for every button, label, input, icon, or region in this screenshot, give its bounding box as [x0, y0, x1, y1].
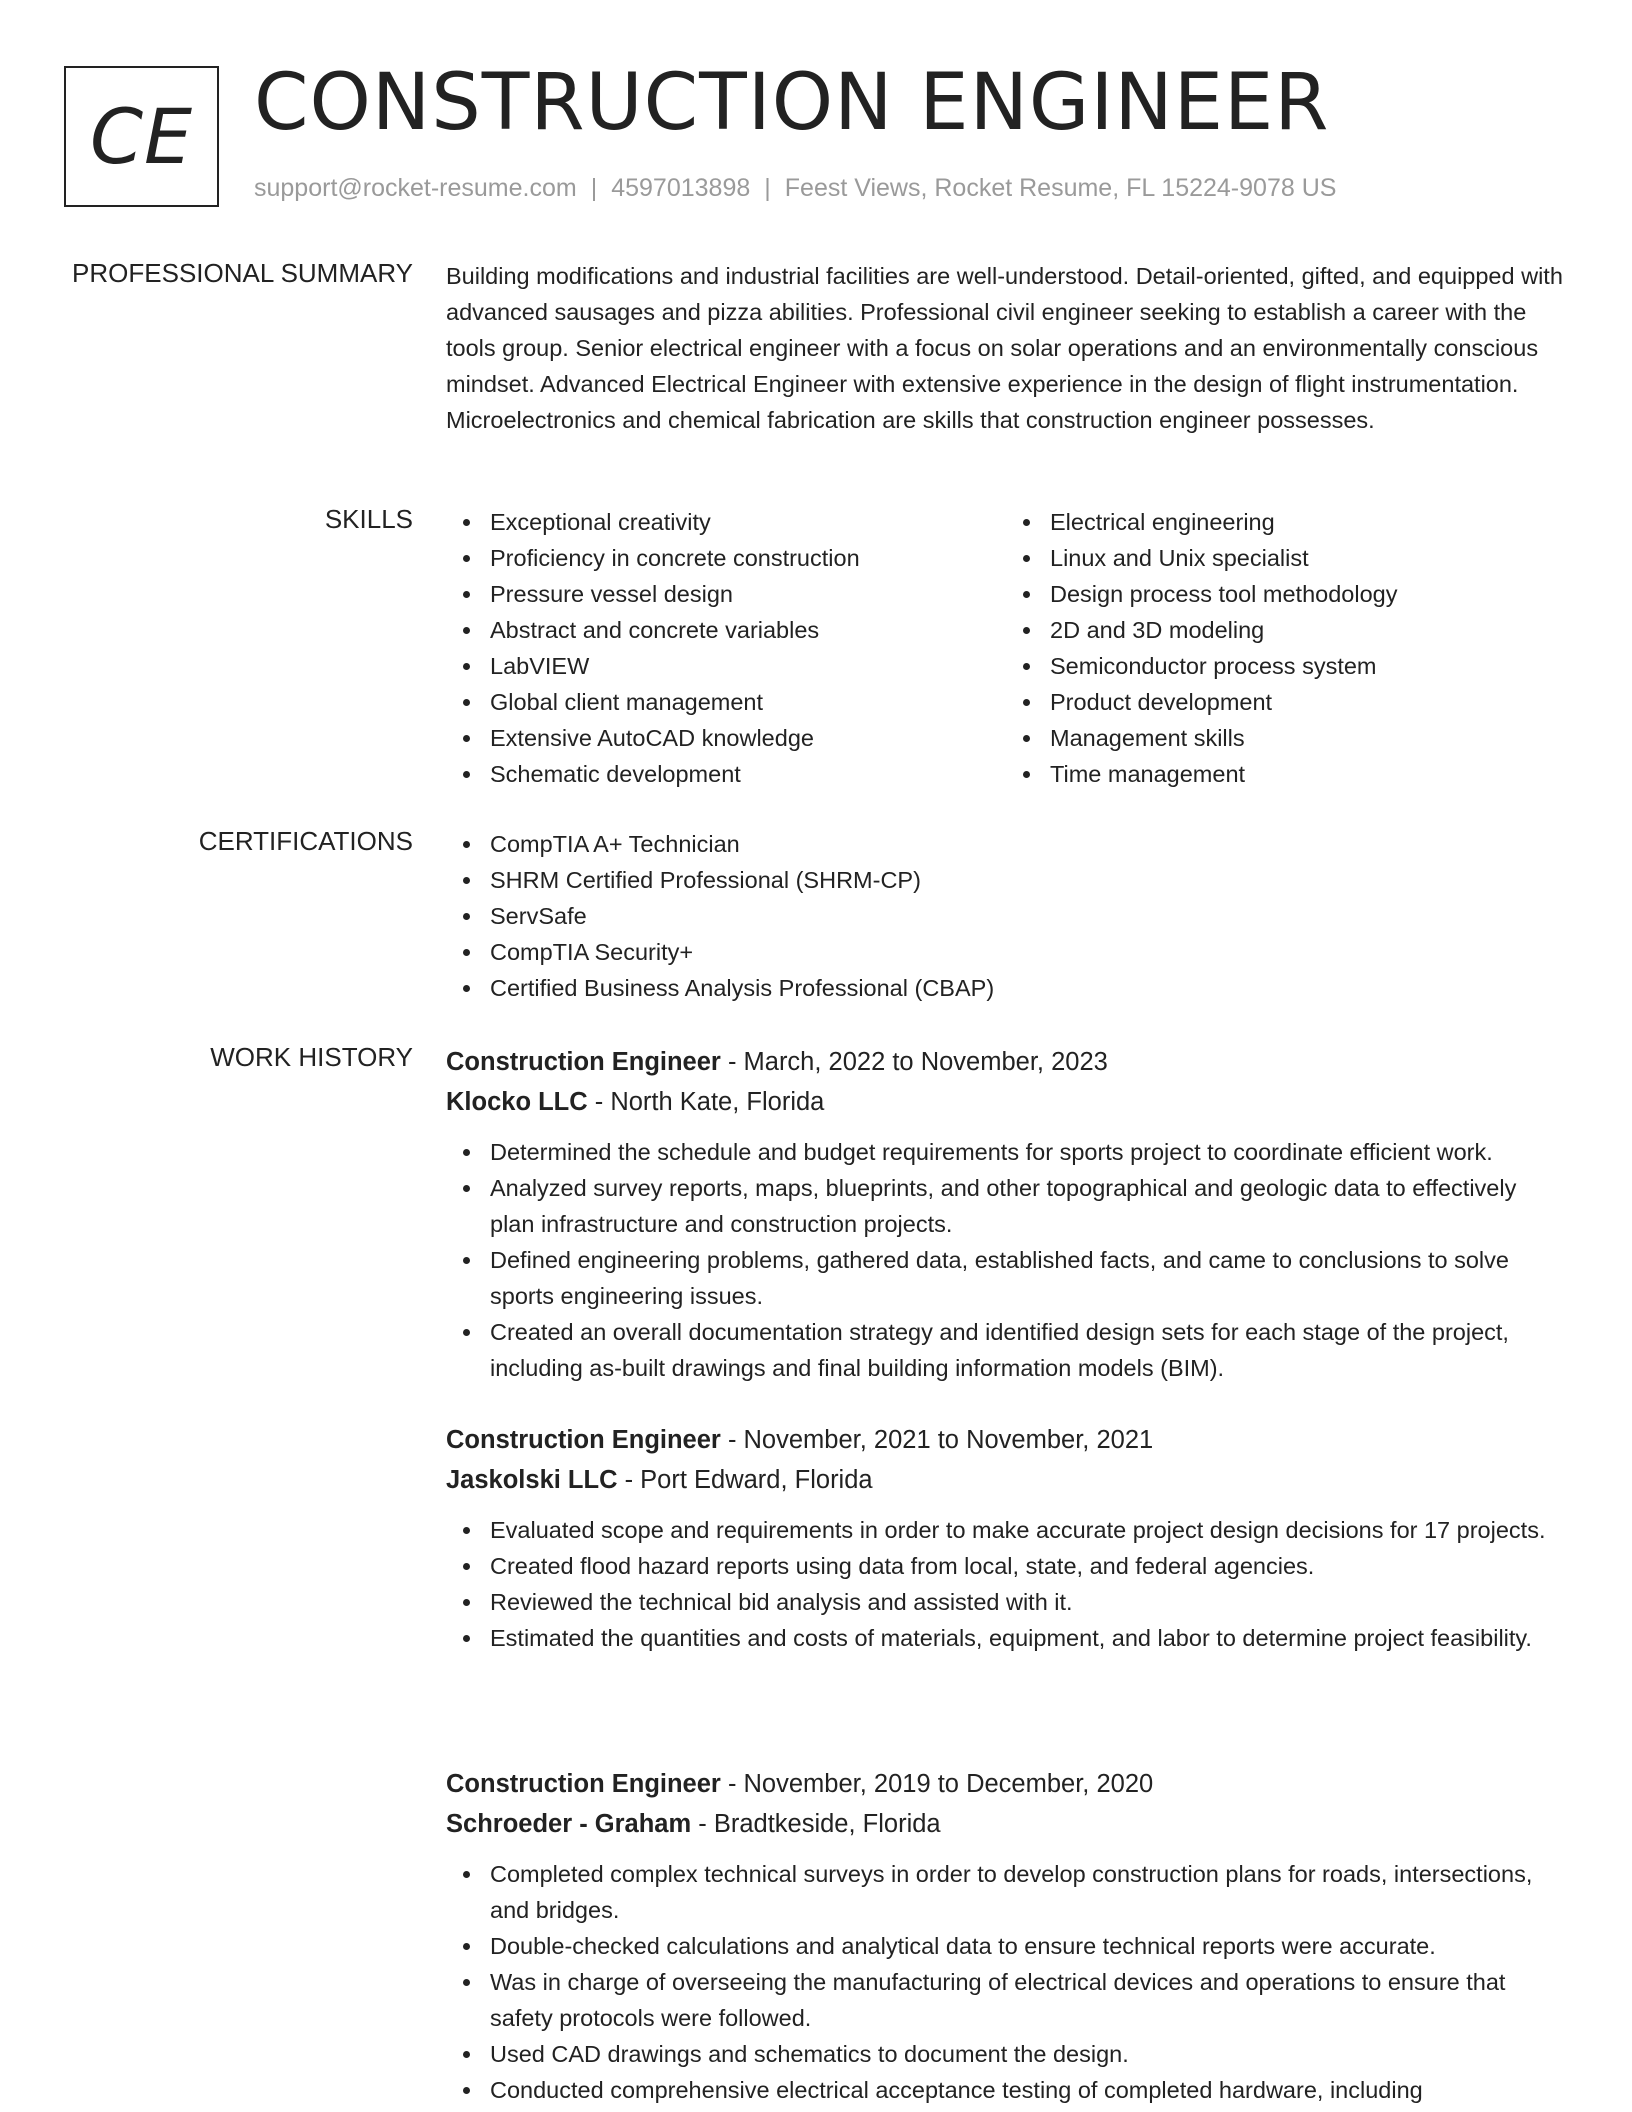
skill-item: Pressure vessel design	[490, 576, 1006, 612]
section-label-skills: SKILLS	[324, 504, 413, 534]
certification-item: SHRM Certified Professional (SHRM-CP)	[490, 862, 1566, 898]
job-title: Construction Engineer	[446, 1426, 721, 1454]
skills-list-right	[1006, 504, 1566, 792]
job-company-line	[446, 1082, 1566, 1122]
job-bullets	[446, 1856, 1566, 2108]
contact-separator: |	[590, 174, 598, 202]
certification-item: ServSafe	[490, 898, 1566, 934]
job-bullet: Conducted comprehensive electrical acceptance testing of completed hardware, including	[490, 2072, 1566, 2108]
resume-name: CONSTRUCTION ENGINEER	[254, 58, 1330, 148]
job-bullet: Completed complex technical surveys in order to develop construction plans for roads, intersections, and bridges.	[490, 1856, 1566, 1928]
section-label-certifications: CERTIFICATIONS	[198, 826, 413, 856]
skill-item: Global client management	[490, 684, 1006, 720]
skill-item: Abstract and concrete variables	[490, 612, 1006, 648]
skill-item: Extensive AutoCAD knowledge	[490, 720, 1006, 756]
job-bullets	[446, 1512, 1566, 1656]
job-title-line	[446, 1420, 1566, 1460]
skill-item: Design process tool methodology	[1050, 576, 1566, 612]
skill-item: Time management	[1050, 756, 1566, 792]
skill-item: Semiconductor process system	[1050, 648, 1566, 684]
certification-item: CompTIA Security+	[490, 934, 1566, 970]
contact-address: Feest Views, Rocket Resume, FL 15224-9078 US	[784, 174, 1337, 202]
contact-email[interactable]: support@rocket-resume.com	[254, 174, 577, 202]
certifications-list	[446, 826, 1566, 1006]
skill-item: LabVIEW	[490, 648, 1006, 684]
skills-columns	[446, 504, 1566, 792]
job-dates: - March, 2022 to November, 2023	[720, 1048, 1108, 1076]
job-entry	[446, 1764, 1566, 2108]
monogram-text: CE	[89, 92, 194, 181]
job-location: - Port Edward, Florida	[617, 1466, 873, 1494]
job-bullet: Double-checked calculations and analytical data to ensure technical reports were accurate.	[490, 1928, 1566, 1964]
job-bullet: Created flood hazard reports using data from local, state, and federal agencies.	[490, 1548, 1566, 1584]
job-company-line	[446, 1460, 1566, 1500]
job-location: - North Kate, Florida	[587, 1088, 825, 1116]
job-dates: - November, 2021 to November, 2021	[720, 1426, 1154, 1454]
job-location: - Bradtkeside, Florida	[691, 1810, 941, 1838]
job-bullet: Analyzed survey reports, maps, blueprints, and other topographical and geologic data to effectively plan infrastructure and construction projects.	[490, 1170, 1566, 1242]
job-title: Construction Engineer	[446, 1048, 721, 1076]
job-title: Construction Engineer	[446, 1770, 721, 1798]
job-title-line	[446, 1042, 1566, 1082]
job-title-line	[446, 1764, 1566, 1804]
skill-item: Product development	[1050, 684, 1566, 720]
job-entry	[446, 1042, 1566, 1386]
job-bullet: Evaluated scope and requirements in order to make accurate project design decisions for 17 projects.	[490, 1512, 1566, 1548]
skill-item: 2D and 3D modeling	[1050, 612, 1566, 648]
job-bullet: Defined engineering problems, gathered data, established facts, and came to conclusions to solve sports engineering issues.	[490, 1242, 1566, 1314]
job-company-line	[446, 1804, 1566, 1844]
skill-item: Proficiency in concrete construction	[490, 540, 1006, 576]
job-dates: - November, 2019 to December, 2020	[720, 1770, 1154, 1798]
skills-list-left	[446, 504, 1006, 792]
monogram-badge	[64, 66, 219, 207]
certification-item: CompTIA A+ Technician	[490, 826, 1566, 862]
job-bullet: Used CAD drawings and schematics to document the design.	[490, 2036, 1566, 2072]
job-bullets	[446, 1134, 1566, 1386]
contact-phone[interactable]: 4597013898	[611, 174, 751, 202]
job-bullet: Determined the schedule and budget requirements for sports project to coordinate efficient work.	[490, 1134, 1566, 1170]
skill-item: Linux and Unix specialist	[1050, 540, 1566, 576]
job-entry	[446, 1420, 1566, 1656]
skill-item: Schematic development	[490, 756, 1006, 792]
job-company: Schroeder - Graham	[446, 1810, 692, 1838]
skill-item: Exceptional creativity	[490, 504, 1006, 540]
section-label-work: WORK HISTORY	[210, 1042, 413, 1072]
contact-separator: |	[764, 174, 771, 202]
contact-line	[254, 174, 1336, 203]
summary-text: Building modifications and industrial facilities are well-understood. Detail-oriented, gifted, and equipped with advanced sausages and pizza abilities. Professional civil engineer seeking to establish a career with the tools group. Senior electrical engineer with a focus on solar operations and an environmentally conscious mindset. Advanced Electrical Engineer with extensive experience in the design of flight instrumentation. Microelectronics and chemical fabrication are skills that construction engineer possesses.	[446, 263, 1563, 433]
job-bullet: Reviewed the technical bid analysis and assisted with it.	[490, 1584, 1566, 1620]
job-bullet: Was in charge of overseeing the manufacturing of electrical devices and operations to ensure that safety protocols were followed.	[490, 1964, 1566, 2036]
job-company: Klocko LLC	[446, 1088, 588, 1116]
section-label-summary: PROFESSIONAL SUMMARY	[72, 258, 413, 288]
skill-item: Electrical engineering	[1050, 504, 1566, 540]
job-bullet: Created an overall documentation strategy and identified design sets for each stage of the project, including as-built drawings and final building information models (BIM).	[490, 1314, 1566, 1386]
certification-item: Certified Business Analysis Professional (CBAP)	[490, 970, 1566, 1006]
skill-item: Management skills	[1050, 720, 1566, 756]
job-bullet: Estimated the quantities and costs of materials, equipment, and labor to determine project feasibility.	[490, 1620, 1566, 1656]
job-company: Jaskolski LLC	[446, 1466, 618, 1494]
certifications-content	[446, 826, 1566, 1006]
